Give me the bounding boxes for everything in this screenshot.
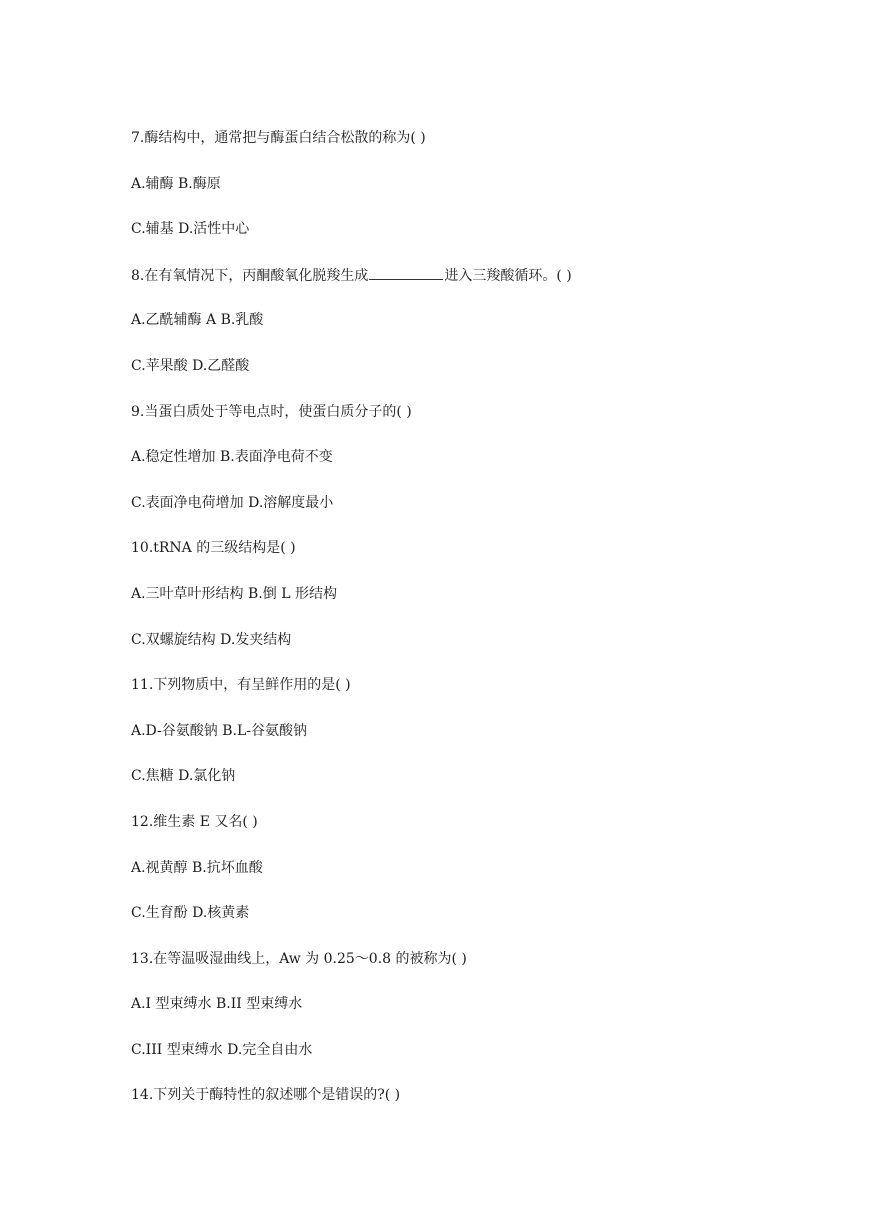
question-7-stem: 7.酶结构中，通常把与酶蛋白结合松散的称为( )	[131, 130, 426, 146]
question-7-options-cd: C.辅基 D.活性中心	[131, 221, 250, 238]
question-11-options-cd: C.焦糖 D.氯化钠	[131, 768, 236, 785]
question-8-options-cd: C.苹果酸 D.乙醛酸	[131, 357, 250, 374]
fill-in-blank	[369, 265, 443, 280]
question-8-stem-after-blank: 进入三羧酸循环。( )	[444, 267, 572, 284]
question-13-options-ab: A.I 型束缚水 B.II 型束缚水	[131, 996, 303, 1013]
question-8-stem-before-blank: 8.在有氧情况下，丙酮酸氧化脱羧生成	[131, 267, 369, 284]
question-10-options-ab: A.三叶草叶形结构 B.倒 L 形结构	[131, 585, 337, 602]
question-9-stem: 9.当蛋白质处于等电点时，使蛋白质分子的( )	[131, 403, 412, 420]
question-11-options-ab: A.D-谷氨酸钠 B.L-谷氨酸钠	[131, 722, 307, 739]
question-12-stem: 12.维生素 E 又名( )	[131, 813, 258, 830]
question-12-options-ab: A.视黄醇 B.抗坏血酸	[131, 859, 263, 876]
question-8-options-ab: A.乙酰辅酶 A B.乳酸	[131, 312, 264, 329]
question-13-stem: 13.在等温吸湿曲线上，Aw 为 0.25～0.8 的被称为( )	[131, 950, 467, 967]
question-7-options-ab: A.辅酶 B.酶原	[131, 175, 221, 192]
question-8-stem	[131, 265, 771, 311]
question-10-options-cd: C.双螺旋结构 D.发夹结构	[131, 631, 292, 648]
question-11-stem: 11.下列物质中，有呈鲜作用的是( )	[131, 677, 351, 694]
question-10-stem: 10.tRNA 的三级结构是( )	[131, 540, 296, 557]
question-13-options-cd: C.III 型束缚水 D.完全自由水	[131, 1041, 313, 1058]
question-14-stem: 14.下列关于酶特性的叙述哪个是错误的?( )	[131, 1087, 401, 1104]
question-list	[131, 128, 771, 1131]
question-12-options-cd: C.生育酚 D.核黄素	[131, 905, 250, 922]
question-9-options-cd: C.表面净电荷增加 D.溶解度最小	[131, 494, 334, 511]
question-9-options-ab: A.稳定性增加 B.表面净电荷不变	[131, 449, 333, 466]
